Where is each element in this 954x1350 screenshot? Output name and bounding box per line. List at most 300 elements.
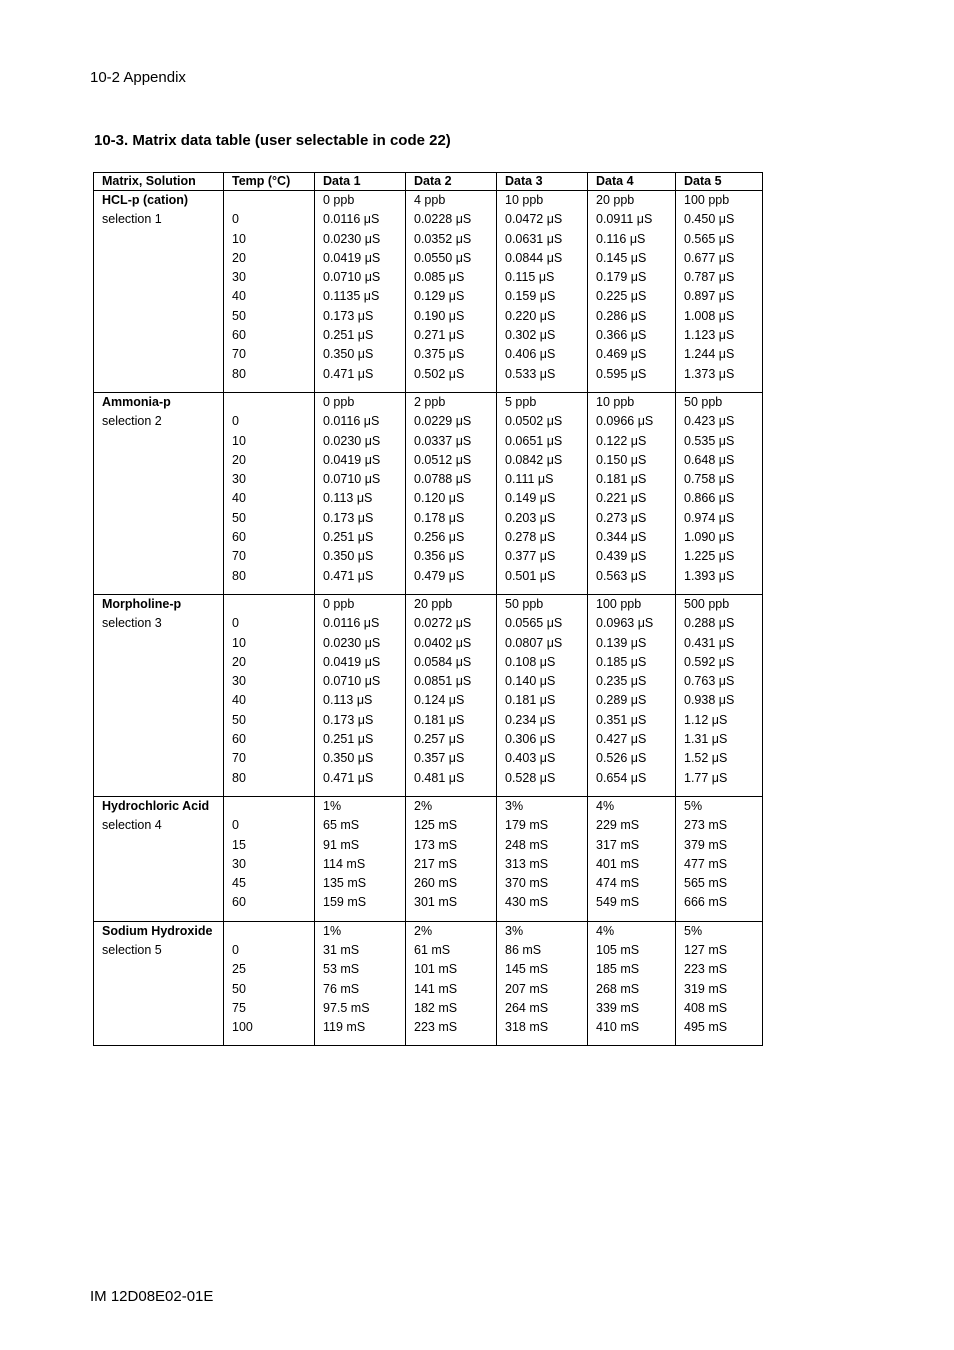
value-cell: 0.0337 μS [406,432,497,451]
temp-cell: 80 [224,769,315,788]
value-cell: 0.159 μS [497,287,588,306]
temp-cell-empty [224,921,315,941]
spacer-cell [497,913,588,922]
spacer-cell [676,913,763,922]
value-cell: 0.251 μS [315,730,406,749]
header-data-1: Data 1 [315,173,406,191]
value-cell: 114 mS [315,855,406,874]
table-row [94,567,763,586]
value-cell: 0.181 μS [588,470,676,489]
value-cell: 0.0710 μS [315,470,406,489]
value-cell: 0.938 μS [676,691,763,710]
table-row [94,287,763,306]
matrix-cell-empty [94,1018,224,1037]
value-cell: 268 mS [588,980,676,999]
matrix-cell-empty [94,567,224,586]
value-cell: 0.677 μS [676,249,763,268]
value-cell: 141 mS [406,980,497,999]
temp-cell: 40 [224,489,315,508]
value-cell: 1.008 μS [676,307,763,326]
temp-cell: 20 [224,653,315,672]
matrix-selection: selection 4 [94,816,224,835]
value-cell: 260 mS [406,874,497,893]
value-cell: 0.0229 μS [406,412,497,431]
temp-cell: 80 [224,365,315,384]
spacer-cell [94,913,224,922]
value-cell: 666 mS [676,893,763,912]
table-row [94,365,763,384]
spacer-cell [497,1037,588,1046]
spacer-cell [315,788,406,797]
value-cell: 0.115 μS [497,268,588,287]
temp-cell: 0 [224,412,315,431]
value-cell: 0.344 μS [588,528,676,547]
value-cell: 264 mS [497,999,588,1018]
value-cell: 105 mS [588,941,676,960]
value-cell: 0.526 μS [588,749,676,768]
value-cell: 0.375 μS [406,345,497,364]
value-cell: 0.0419 μS [315,249,406,268]
value-cell: 185 mS [588,960,676,979]
value-cell: 173 mS [406,836,497,855]
value-cell: 401 mS [588,855,676,874]
table-row [94,451,763,470]
value-cell: 0.0963 μS [588,614,676,633]
value-cell: 0.0230 μS [315,230,406,249]
temp-cell: 60 [224,893,315,912]
value-cell: 0.528 μS [497,769,588,788]
spacer-cell [676,788,763,797]
matrix-selection: selection 3 [94,614,224,633]
matrix-block [94,594,763,796]
table-row [94,489,763,508]
value-cell: 0.535 μS [676,432,763,451]
value-cell: 0.190 μS [406,307,497,326]
value-cell: 0.0550 μS [406,249,497,268]
matrix-name: Ammonia-p [94,392,224,412]
table-row [94,960,763,979]
value-cell: 0.366 μS [588,326,676,345]
value-cell: 86 mS [497,941,588,960]
value-cell: 0.481 μS [406,769,497,788]
block-spacer [94,1037,763,1046]
value-cell: 159 mS [315,893,406,912]
value-cell: 0.450 μS [676,210,763,229]
table-row [94,874,763,893]
matrix-selection: selection 2 [94,412,224,431]
value-cell: 0.0230 μS [315,432,406,451]
matrix-cell-empty [94,489,224,508]
value-cell: 0.0565 μS [497,614,588,633]
value-cell: 0.0651 μS [497,432,588,451]
value-cell: 0.0502 μS [497,412,588,431]
value-cell: 0.139 μS [588,634,676,653]
value-cell: 495 mS [676,1018,763,1037]
block-spacer [94,913,763,922]
matrix-name-row [94,921,763,941]
value-cell: 1.77 μS [676,769,763,788]
spacer-cell [497,788,588,797]
value-cell: 1.31 μS [676,730,763,749]
matrix-data-table [93,172,763,1046]
temp-cell: 100 [224,1018,315,1037]
value-cell: 0.479 μS [406,567,497,586]
concentration-cell: 5% [676,921,763,941]
concentration-cell: 100 ppb [676,191,763,211]
value-cell: 0.439 μS [588,547,676,566]
block-spacer [94,586,763,595]
concentration-cell: 10 ppb [588,392,676,412]
value-cell: 339 mS [588,999,676,1018]
value-cell: 0.271 μS [406,326,497,345]
temp-cell-empty [224,594,315,614]
value-cell: 0.0844 μS [497,249,588,268]
value-cell: 0.286 μS [588,307,676,326]
value-cell: 0.350 μS [315,547,406,566]
temp-cell: 30 [224,855,315,874]
value-cell: 0.145 μS [588,249,676,268]
concentration-cell: 4% [588,796,676,816]
table-row [94,672,763,691]
value-cell: 1.373 μS [676,365,763,384]
temp-cell-empty [224,191,315,211]
value-cell: 0.111 μS [497,470,588,489]
spacer-cell [224,586,315,595]
table-row [94,999,763,1018]
value-cell: 182 mS [406,999,497,1018]
value-cell: 101 mS [406,960,497,979]
spacer-cell [315,384,406,393]
temp-cell: 60 [224,528,315,547]
concentration-cell: 5 ppb [497,392,588,412]
value-cell: 0.140 μS [497,672,588,691]
concentration-cell: 20 ppb [588,191,676,211]
value-cell: 0.0472 μS [497,210,588,229]
value-cell: 0.0710 μS [315,268,406,287]
temp-cell: 20 [224,451,315,470]
matrix-cell-empty [94,287,224,306]
header-data-5: Data 5 [676,173,763,191]
matrix-cell-empty [94,980,224,999]
table-row [94,711,763,730]
value-cell: 379 mS [676,836,763,855]
value-cell: 0.357 μS [406,749,497,768]
table-row [94,345,763,364]
table-row [94,836,763,855]
value-cell: 0.0272 μS [406,614,497,633]
spacer-cell [406,586,497,595]
matrix-name: Hydrochloric Acid [94,796,224,816]
temp-cell: 60 [224,730,315,749]
value-cell: 0.0402 μS [406,634,497,653]
matrix-cell-empty [94,547,224,566]
value-cell: 0.256 μS [406,528,497,547]
table-row [94,653,763,672]
value-cell: 1.393 μS [676,567,763,586]
value-cell: 119 mS [315,1018,406,1037]
value-cell: 0.471 μS [315,567,406,586]
matrix-cell-empty [94,711,224,730]
value-cell: 0.592 μS [676,653,763,672]
value-cell: 0.179 μS [588,268,676,287]
value-cell: 0.173 μS [315,509,406,528]
matrix-cell-empty [94,307,224,326]
concentration-cell: 50 ppb [676,392,763,412]
value-cell: 1.52 μS [676,749,763,768]
value-cell: 0.0419 μS [315,653,406,672]
value-cell: 0.350 μS [315,749,406,768]
value-cell: 145 mS [497,960,588,979]
spacer-cell [588,586,676,595]
value-cell: 61 mS [406,941,497,960]
matrix-selection: selection 5 [94,941,224,960]
value-cell: 0.173 μS [315,711,406,730]
value-cell: 430 mS [497,893,588,912]
value-cell: 0.085 μS [406,268,497,287]
value-cell: 0.251 μS [315,326,406,345]
matrix-cell-empty [94,691,224,710]
spacer-cell [406,913,497,922]
value-cell: 0.403 μS [497,749,588,768]
concentration-cell: 10 ppb [497,191,588,211]
value-cell: 53 mS [315,960,406,979]
value-cell: 127 mS [676,941,763,960]
matrix-cell-empty [94,672,224,691]
value-cell: 0.185 μS [588,653,676,672]
table-row [94,326,763,345]
matrix-cell-empty [94,326,224,345]
value-cell: 0.533 μS [497,365,588,384]
spacer-cell [676,586,763,595]
value-cell: 408 mS [676,999,763,1018]
matrix-cell-empty [94,345,224,364]
value-cell: 0.471 μS [315,769,406,788]
temp-cell: 10 [224,230,315,249]
value-cell: 0.234 μS [497,711,588,730]
spacer-cell [94,1037,224,1046]
table-row [94,509,763,528]
spacer-cell [588,913,676,922]
spacer-cell [315,1037,406,1046]
matrix-name-row [94,594,763,614]
spacer-cell [588,1037,676,1046]
table-row [94,210,763,229]
value-cell: 0.0116 μS [315,210,406,229]
value-cell: 0.565 μS [676,230,763,249]
table-header-row [94,173,763,191]
temp-cell: 50 [224,509,315,528]
table-row [94,432,763,451]
value-cell: 0.302 μS [497,326,588,345]
value-cell: 0.173 μS [315,307,406,326]
value-cell: 0.181 μS [406,711,497,730]
value-cell: 474 mS [588,874,676,893]
temp-cell: 60 [224,326,315,345]
header-data-3: Data 3 [497,173,588,191]
concentration-cell: 3% [497,921,588,941]
value-cell: 0.289 μS [588,691,676,710]
temp-cell: 45 [224,874,315,893]
value-cell: 135 mS [315,874,406,893]
value-cell: 0.471 μS [315,365,406,384]
spacer-cell [497,384,588,393]
value-cell: 223 mS [406,1018,497,1037]
concentration-cell: 3% [497,796,588,816]
spacer-cell [224,1037,315,1046]
value-cell: 0.648 μS [676,451,763,470]
concentration-cell: 20 ppb [406,594,497,614]
temp-cell: 30 [224,672,315,691]
table-row [94,769,763,788]
matrix-cell-empty [94,855,224,874]
matrix-name: Sodium Hydroxide [94,921,224,941]
matrix-cell-empty [94,509,224,528]
concentration-cell: 2 ppb [406,392,497,412]
spacer-cell [676,1037,763,1046]
concentration-cell: 0 ppb [315,594,406,614]
matrix-selection: selection 1 [94,210,224,229]
temp-cell: 50 [224,980,315,999]
page-header: 10-2 Appendix [90,69,186,86]
concentration-cell: 4% [588,921,676,941]
value-cell: 0.1135 μS [315,287,406,306]
spacer-cell [94,586,224,595]
temp-cell: 30 [224,268,315,287]
value-cell: 0.149 μS [497,489,588,508]
temp-cell: 10 [224,432,315,451]
table-row [94,1018,763,1037]
value-cell: 549 mS [588,893,676,912]
value-cell: 0.251 μS [315,528,406,547]
header-data-4: Data 4 [588,173,676,191]
value-cell: 0.0352 μS [406,230,497,249]
value-cell: 410 mS [588,1018,676,1037]
value-cell: 0.0788 μS [406,470,497,489]
value-cell: 0.427 μS [588,730,676,749]
value-cell: 0.787 μS [676,268,763,287]
matrix-cell-empty [94,432,224,451]
temp-cell: 0 [224,941,315,960]
value-cell: 1.090 μS [676,528,763,547]
spacer-cell [224,913,315,922]
value-cell: 0.377 μS [497,547,588,566]
matrix-cell-empty [94,769,224,788]
value-cell: 0.108 μS [497,653,588,672]
value-cell: 0.221 μS [588,489,676,508]
value-cell: 0.273 μS [588,509,676,528]
value-cell: 0.257 μS [406,730,497,749]
temp-cell-empty [224,392,315,412]
value-cell: 0.306 μS [497,730,588,749]
table-row [94,268,763,287]
matrix-name: HCL-p (cation) [94,191,224,211]
spacer-cell [315,586,406,595]
value-cell: 0.0851 μS [406,672,497,691]
value-cell: 0.0966 μS [588,412,676,431]
value-cell: 0.288 μS [676,614,763,633]
matrix-name-row [94,392,763,412]
header-data-2: Data 2 [406,173,497,191]
value-cell: 0.351 μS [588,711,676,730]
value-cell: 1.244 μS [676,345,763,364]
value-cell: 229 mS [588,816,676,835]
table-row [94,470,763,489]
spacer-cell [406,384,497,393]
table-row [94,249,763,268]
table-row [94,230,763,249]
table-row [94,816,763,835]
table-row [94,634,763,653]
temp-cell: 50 [224,307,315,326]
temp-cell: 40 [224,691,315,710]
value-cell: 0.350 μS [315,345,406,364]
concentration-cell: 0 ppb [315,191,406,211]
value-cell: 0.0584 μS [406,653,497,672]
value-cell: 0.181 μS [497,691,588,710]
value-cell: 0.0911 μS [588,210,676,229]
matrix-cell-empty [94,960,224,979]
concentration-cell: 50 ppb [497,594,588,614]
concentration-cell: 100 ppb [588,594,676,614]
value-cell: 0.0116 μS [315,614,406,633]
value-cell: 0.113 μS [315,489,406,508]
value-cell: 0.423 μS [676,412,763,431]
value-cell: 125 mS [406,816,497,835]
value-cell: 313 mS [497,855,588,874]
value-cell: 0.113 μS [315,691,406,710]
temp-cell: 70 [224,749,315,768]
spacer-cell [406,788,497,797]
value-cell: 0.0116 μS [315,412,406,431]
value-cell: 0.866 μS [676,489,763,508]
table-row [94,749,763,768]
value-cell: 0.897 μS [676,287,763,306]
value-cell: 0.502 μS [406,365,497,384]
value-cell: 0.501 μS [497,567,588,586]
concentration-cell: 2% [406,796,497,816]
value-cell: 317 mS [588,836,676,855]
value-cell: 0.469 μS [588,345,676,364]
matrix-block [94,921,763,1046]
table-row [94,691,763,710]
value-cell: 0.0807 μS [497,634,588,653]
value-cell: 477 mS [676,855,763,874]
temp-cell: 10 [224,634,315,653]
matrix-name-row [94,191,763,211]
value-cell: 0.595 μS [588,365,676,384]
temp-cell: 20 [224,249,315,268]
matrix-cell-empty [94,749,224,768]
value-cell: 223 mS [676,960,763,979]
block-spacer [94,788,763,797]
value-cell: 0.974 μS [676,509,763,528]
value-cell: 97.5 mS [315,999,406,1018]
spacer-cell [224,384,315,393]
header-matrix-solution: Matrix, Solution [94,173,224,191]
value-cell: 0.0842 μS [497,451,588,470]
value-cell: 0.220 μS [497,307,588,326]
value-cell: 0.129 μS [406,287,497,306]
matrix-cell-empty [94,528,224,547]
matrix-cell-empty [94,268,224,287]
matrix-name: Morpholine-p [94,594,224,614]
matrix-block [94,796,763,921]
value-cell: 91 mS [315,836,406,855]
value-cell: 0.406 μS [497,345,588,364]
matrix-cell-empty [94,836,224,855]
table-row [94,614,763,633]
spacer-cell [588,788,676,797]
